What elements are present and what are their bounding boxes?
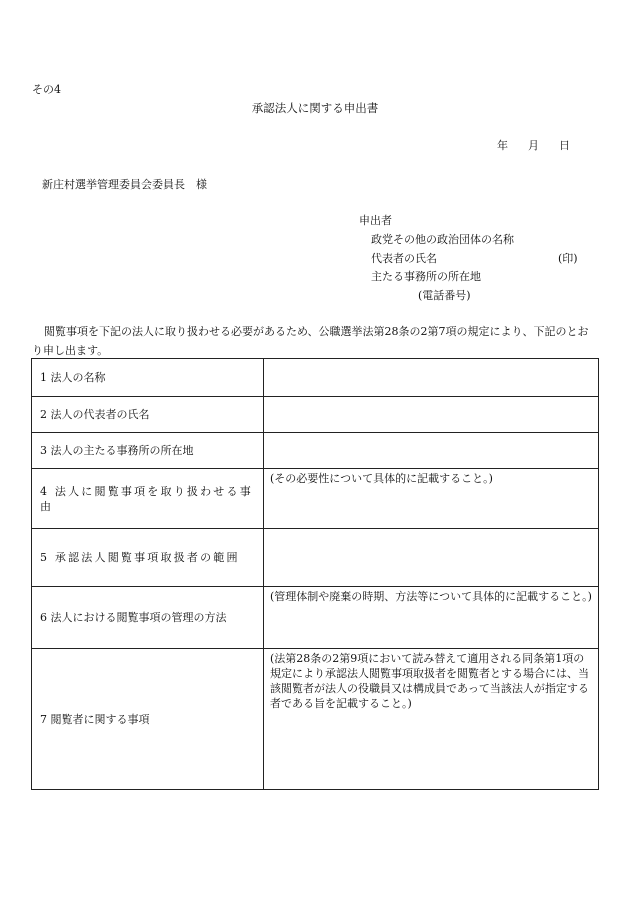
item-label: 5 承認法人閲覧事項取扱者の範囲 (32, 529, 264, 587)
item-entry[interactable] (264, 433, 599, 469)
date-line (497, 137, 570, 153)
form-number: その4 (32, 83, 61, 96)
table-row (32, 469, 599, 529)
item-entry[interactable]: (法第28条の2第9項において読み替えて適用される同条第1項の規定により承認法人閲覧事項取扱者を閲覧者とする場合には、当該閲覧者が法人の役職員又は構成員であって当該法人が指定する者である旨を記載すること。) (264, 649, 599, 790)
item-entry[interactable] (264, 397, 599, 433)
table-row (32, 433, 599, 469)
date-day: 日 (559, 139, 570, 152)
items-table (31, 358, 599, 790)
table-row (32, 397, 599, 433)
table-row (32, 359, 599, 397)
item-entry[interactable] (264, 529, 599, 587)
intro-paragraph: 閲覧事項を下記の法人に取り扱わせる必要があるため、公職選挙法第28条の2第7項の規定により、下記のとおり申し出ます。 (32, 325, 589, 357)
applicant-label: 申出者 (359, 214, 392, 227)
date-month: 月 (528, 139, 539, 152)
table-row (32, 529, 599, 587)
item-label: 1 法人の名称 (32, 359, 264, 397)
seal-mark: (印) (558, 252, 578, 265)
item-label: 3 法人の主たる事務所の所在地 (32, 433, 264, 469)
addressee: 新庄村選挙管理委員会委員長 様 (42, 178, 207, 191)
item-label: 4 法人に閲覧事項を取り扱わせる事由 (32, 469, 264, 529)
table-row (32, 587, 599, 649)
item-entry[interactable]: (その必要性について具体的に記載すること。) (264, 469, 599, 529)
document-title: 承認法人に関する申出書 (251, 101, 379, 115)
applicant-office-address: 主たる事務所の所在地 (371, 270, 481, 283)
applicant-phone: (電話番号) (418, 289, 471, 302)
item-label: 7 閲覧者に関する事項 (32, 649, 264, 790)
applicant-party-name: 政党その他の政治団体の名称 (371, 233, 514, 246)
item-entry[interactable] (264, 359, 599, 397)
item-entry[interactable]: (管理体制や廃棄の時期、方法等について具体的に記載すること。) (264, 587, 599, 649)
date-year: 年 (497, 139, 508, 152)
applicant-representative: 代表者の氏名 (371, 252, 437, 265)
item-label: 2 法人の代表者の氏名 (32, 397, 264, 433)
item-label: 6 法人における閲覧事項の管理の方法 (32, 587, 264, 649)
table-row (32, 649, 599, 790)
